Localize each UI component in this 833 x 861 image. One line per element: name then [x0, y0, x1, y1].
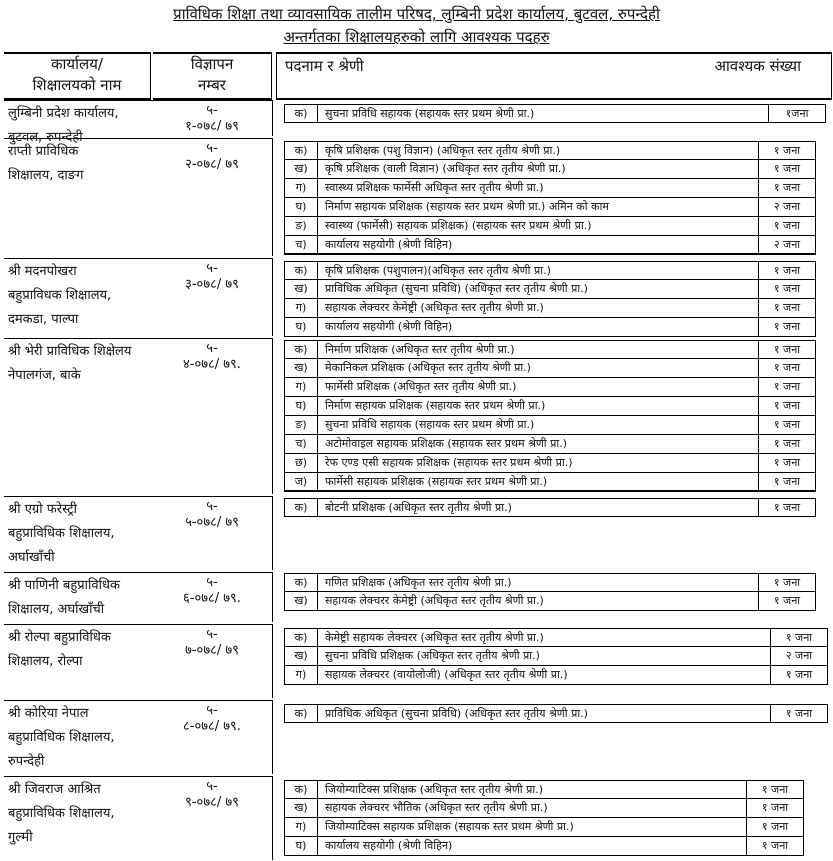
post-row — [284, 592, 816, 611]
post-title: कार्यालय सहयोगी (श्रेणी विहिन) — [325, 320, 453, 333]
post-row — [284, 647, 828, 666]
ad-number-line: २-०७८/ ७९ — [185, 157, 239, 172]
ad-number-line: ५- — [206, 499, 218, 514]
office-name-line: गुल्मी — [8, 830, 33, 845]
post-count: २ जना — [758, 236, 815, 254]
post-title: सहायक लेक्चरर केमेष्ट्री (अधिकृत स्तर तृतीय श्रेणी प्रा.) — [325, 301, 544, 314]
office-name — [8, 260, 152, 332]
column-divider — [272, 624, 273, 698]
post-title: सुचना प्रविधि प्रशिक्षक (अधिकृत स्तर तृतीय श्रेणी प्रा.) — [325, 649, 540, 662]
post-letter: ख) — [285, 647, 318, 665]
post-title: कार्यालय सहयोगी (श्रेणी विहिन) — [325, 839, 453, 852]
post-title: स्वास्थ्य (फार्मेसी) सहायक प्रशिक्षक) (सहायक स्तर प्रथम श्रेणी प्रा.) — [325, 219, 592, 232]
post-count: १ जना — [758, 318, 815, 336]
office-name — [8, 702, 152, 774]
post-row — [284, 666, 828, 685]
post-title: निर्माण प्रशिक्षक (अधिकृत स्तर तृतीय श्रेणी प्रा.) — [325, 343, 515, 356]
post-letter: घ) — [285, 318, 318, 336]
post-count: १ जना — [758, 574, 815, 592]
post-count: १ जना — [758, 473, 815, 491]
post-count: १ जना — [770, 629, 827, 647]
page-title-line2: अन्तर्गतका शिक्षालयहरुको लागि आवश्यक पदहरु — [283, 28, 550, 46]
office-name-line: बहुप्राविधिक शिक्षालय, — [8, 526, 115, 541]
office-name — [8, 140, 152, 188]
office-name — [8, 498, 152, 570]
office-name-line: अर्घाखाँची — [8, 550, 55, 565]
post-count: १जना — [768, 105, 825, 123]
post-title: निर्माण सहायक प्रशिक्षक (सहायक स्तर प्रथम श्रेणी प्रा.) — [325, 399, 546, 412]
header-ad-number — [153, 52, 272, 100]
post-letter: ख) — [285, 799, 318, 817]
office-name-line: श्री कोरिया नेपाल — [8, 706, 89, 721]
office-name-line: नेपालगंज, बाके — [8, 368, 81, 383]
office-name-line: शिक्षालय, दाङग — [8, 168, 84, 183]
ad-number-line: ५- — [206, 261, 218, 276]
post-row — [284, 573, 816, 592]
office-name-line: बहुप्राविधिक शिक्षालय, — [8, 806, 115, 821]
post-letter: छ) — [285, 454, 318, 472]
header-ad-line2: नम्बर — [198, 76, 226, 94]
post-letter: ज) — [285, 473, 318, 491]
post-title: मेकानिकल प्रशिक्षक (अधिकृत स्तर तृतीय श्रेणी प्रा.) — [325, 361, 531, 374]
column-divider — [272, 572, 273, 622]
post-letter: घ) — [285, 198, 318, 216]
header-post-label: पदनाम र श्रेणी — [285, 57, 364, 75]
office-name-line: लुम्बिनी प्रदेश कार्यालय, — [8, 106, 119, 121]
post-row — [284, 299, 816, 318]
post-letter: ग) — [285, 179, 318, 197]
ad-number-line: ८-०७८/ ७९. — [183, 719, 241, 734]
column-divider — [272, 100, 273, 136]
post-count: १ जना — [758, 454, 815, 472]
post-title: फार्मेसी सहायक प्रशिक्षक (सहायक स्तर प्रथम श्रेणी प्रा.) — [325, 475, 548, 488]
post-row — [284, 280, 816, 299]
post-row — [284, 261, 816, 280]
group-divider — [4, 776, 272, 777]
post-row — [284, 359, 816, 378]
post-letter: च) — [285, 435, 318, 453]
post-title: सुचना प्रविधि सहायक (सहायक स्तर प्रथम श्रेणी प्रा.) — [325, 107, 535, 120]
post-row — [284, 217, 816, 236]
post-count: १ जना — [758, 592, 815, 610]
post-title: सहायक लेक्चरर भौतिक (अधिकृत स्तर तृतीय श्रेणी प्रा.) — [325, 801, 548, 814]
post-count: १ जना — [746, 781, 803, 799]
post-title: अटोमोवाइल सहायक प्रशिक्षक (सहायक स्तर प्रथम श्रेणी प्रा.) — [325, 437, 568, 450]
office-name-line: श्री मदनपोखरा — [8, 264, 77, 279]
post-row — [284, 780, 804, 799]
header-office-line1: कार्यालय/ — [51, 55, 103, 73]
post-row — [284, 160, 816, 179]
office-name-line: शिक्षालय, रोल्पा — [8, 654, 83, 669]
group-divider — [4, 496, 272, 497]
group-divider — [4, 338, 272, 339]
ad-number-line: ३-०७८/ ७९ — [185, 277, 239, 292]
post-letter: ङ) — [285, 416, 318, 434]
post-count: १ जना — [758, 217, 815, 235]
group-divider — [4, 258, 272, 259]
post-count: १ जना — [758, 299, 815, 317]
post-count: १ जना — [758, 397, 815, 415]
post-letter: क) — [285, 705, 318, 723]
post-row — [284, 198, 816, 217]
group-divider — [4, 138, 272, 139]
post-title: प्राविधिक अधिकृत (सुचना प्रविधि) (अधिकृत स्तर तृतीय श्रेणी प्रा.) — [325, 282, 588, 295]
post-list — [284, 780, 804, 856]
ad-number — [153, 575, 271, 607]
post-title: कृषि प्रशिक्षक (पशुपालन)(अधिकृत स्तर तृतीय श्रेणी प्रा.) — [325, 264, 551, 277]
group-divider — [4, 624, 272, 625]
post-count: १ जना — [746, 818, 803, 836]
post-letter: क) — [285, 262, 318, 280]
post-row — [284, 473, 816, 492]
post-count: १ जना — [758, 359, 815, 377]
post-letter: ख) — [285, 160, 318, 178]
office-name — [8, 626, 152, 674]
post-list — [284, 104, 826, 123]
office-name — [8, 778, 152, 850]
ad-number — [153, 261, 271, 293]
post-letter: क) — [285, 499, 318, 517]
post-row — [284, 179, 816, 198]
ad-number — [153, 499, 271, 531]
post-title: सहायक लेक्चरर केमेष्ट्री (अधिकृत स्तर तृतीय श्रेणी प्रा.) — [325, 594, 544, 607]
ad-number-line: ५- — [206, 141, 218, 156]
post-count: १ जना — [758, 435, 815, 453]
office-name-line: बहुप्राविधिक शिक्षालय, — [8, 730, 115, 745]
post-count: १ जना — [770, 705, 827, 723]
ad-number-line: ५- — [206, 627, 218, 642]
ad-number — [153, 779, 271, 811]
post-list — [284, 628, 828, 685]
office-name-line: श्री जिवराज आश्रित — [8, 782, 101, 797]
column-divider — [272, 138, 273, 256]
post-count: २ जना — [770, 647, 827, 665]
post-title: कृषि प्रशिक्षक (पशु विज्ञान) (अधिकृत स्तर तृतीय श्रेणी प्रा.) — [325, 144, 561, 157]
post-letter: ग) — [285, 299, 318, 317]
post-count: १ जना — [758, 262, 815, 280]
post-letter: क) — [285, 142, 318, 160]
post-row — [284, 435, 816, 454]
post-list — [284, 704, 828, 723]
post-title: रेफ एण्ड एसी सहायक प्रशिक्षक (सहायक स्तर प्रथम श्रेणी प्रा.) — [325, 456, 573, 469]
post-title: गणित प्रशिक्षक (अधिकृत स्तर तृतीय श्रेणी प्रा.) — [325, 576, 512, 589]
post-count: १ जना — [746, 799, 803, 817]
post-row — [284, 340, 816, 359]
post-count: १ जना — [758, 378, 815, 396]
post-list — [284, 141, 816, 255]
ad-number — [153, 627, 271, 659]
post-letter: ग) — [285, 378, 318, 396]
post-row — [284, 378, 816, 397]
office-name-line: शिक्षालय, अर्घाखाँची — [8, 602, 105, 617]
ad-number — [153, 141, 271, 173]
post-count: १ जना — [758, 280, 815, 298]
post-letter: क) — [285, 574, 318, 592]
post-row — [284, 837, 804, 856]
ad-number-line: १-०७८/ ७९ — [185, 119, 239, 134]
office-name — [8, 574, 152, 622]
post-title: स्वास्थ्य प्रशिक्षक फार्मेसी अधिकृत स्तर तृतीय श्रेणी प्रा.) — [325, 181, 544, 194]
post-count: १ जना — [758, 341, 815, 359]
ad-number-line: ५-०७८/ ७९ — [185, 515, 239, 530]
group-divider — [4, 100, 272, 101]
ad-number-line: ५- — [206, 341, 218, 356]
post-letter: क) — [285, 341, 318, 359]
header-ad-line1: विज्ञापन — [190, 55, 234, 73]
post-title: कृषि प्रशिक्षक (वाली विज्ञान) (अधिकृत स्तर तृतीय श्रेणी प्रा.) — [325, 162, 566, 175]
post-title: केमेष्ट्री सहायक लेक्चरर (अधिकृत स्तर तृतीय श्रेणी प्रा.) — [325, 631, 544, 644]
post-letter: ख) — [285, 592, 318, 610]
post-count: १ जना — [758, 142, 815, 160]
post-letter: ख) — [285, 280, 318, 298]
post-list — [284, 498, 816, 517]
post-letter: घ) — [285, 837, 318, 855]
office-name-line: श्री भेरी प्राविधिक शिक्षेलय — [8, 344, 132, 359]
group-divider — [4, 700, 272, 701]
office-name-line: दमकडा, पाल्पा — [8, 312, 79, 327]
post-count: १ जना — [770, 666, 827, 684]
ad-number — [153, 103, 271, 135]
ad-number-line: ९-०७८/ ७९ — [185, 795, 239, 810]
office-name-line: श्री रोल्पा बहुप्राविधिक — [8, 630, 111, 645]
office-name-line: श्री एग्रो फरेस्ट्री — [8, 502, 78, 517]
column-divider — [272, 496, 273, 570]
header-office-line2: शिक्षालयको नाम — [32, 76, 122, 94]
office-name — [8, 340, 152, 388]
office-name-line: बहुप्राविधक शिक्षालय, — [8, 288, 112, 303]
post-row — [284, 416, 816, 435]
page-title-line1: प्राविधिक शिक्षा तथा व्यावसायिक तालीम परिषद, लुम्बिनी प्रदेश कार्यालय, बुटवल, रुपन्देही — [173, 5, 660, 23]
ad-number-line: ६-०७८/ ७९. — [183, 591, 241, 606]
post-list — [284, 261, 816, 337]
post-letter: क) — [285, 781, 318, 799]
post-row — [284, 799, 804, 818]
column-divider — [272, 338, 273, 494]
post-row — [284, 318, 816, 337]
post-title: सहायक लेक्चरर (वायोलोजी) (अधिकृत स्तर तृतीय श्रेणी प्रा.) — [325, 668, 568, 681]
post-row — [284, 454, 816, 473]
column-divider — [272, 258, 273, 336]
office-name-line: श्री पाणिनी बहुप्राविधिक — [8, 578, 120, 593]
ad-number-line: ७-०७८/ ७९ — [185, 643, 239, 658]
office-name-line: राप्ती प्राविधिक — [8, 144, 79, 159]
post-count: १ जना — [746, 837, 803, 855]
post-row — [284, 818, 804, 837]
ad-number — [153, 703, 271, 735]
post-letter: घ) — [285, 397, 318, 415]
office-name-line: रुपन्देही — [8, 754, 45, 769]
post-title: कार्यालय सहयोगी (श्रेणी विहिन) — [325, 238, 453, 251]
ad-number-line: ४-०७८/ ७९. — [183, 357, 241, 372]
post-count: १ जना — [758, 499, 815, 517]
post-count: १ जना — [758, 160, 815, 178]
post-title: निर्माण सहायक प्रशिक्षक (सहायक स्तर प्रथम श्रेणी प्रा.) अमिन को काम — [325, 200, 609, 213]
ad-number — [153, 341, 271, 373]
column-divider — [272, 700, 273, 774]
post-count: २ जना — [758, 198, 815, 216]
post-letter: ख) — [285, 359, 318, 377]
ad-number-line: ५- — [206, 779, 218, 794]
ad-number-line: ५- — [206, 575, 218, 590]
post-letter: ग) — [285, 666, 318, 684]
post-title: जियोम्याटिक्स प्रशिक्षक (अधिकृत स्तर तृतीय श्रेणी प्रा.) — [325, 783, 544, 796]
post-list — [284, 573, 816, 611]
post-row — [284, 104, 826, 123]
post-title: फार्मेसी प्रशिक्षक (अधिकृत स्तर तृतीय श्रेणी प्रा.) — [325, 380, 517, 393]
header-post — [276, 52, 832, 100]
office-name-line: बुटवल, रुपन्देही — [8, 130, 83, 145]
post-title: बोटनी प्रशिक्षक (अधिकृत स्तर तृतीय श्रेणी प्रा.) — [325, 501, 512, 514]
column-divider — [272, 776, 273, 860]
post-row — [284, 397, 816, 416]
ad-number-line: ५- — [206, 103, 218, 118]
post-letter: क) — [285, 105, 318, 123]
post-letter: ग) — [285, 818, 318, 836]
header-count-label: आवश्यक संख्या — [714, 57, 801, 75]
post-letter: च) — [285, 236, 318, 254]
ad-number-line: ५- — [206, 703, 218, 718]
post-row — [284, 628, 828, 647]
post-letter: क) — [285, 629, 318, 647]
post-row — [284, 236, 816, 255]
post-title: सुचना प्रविधि सहायक (सहायक स्तर प्रथम श्रेणी प्रा.) — [325, 418, 535, 431]
post-title: प्राविधिक अधिकृत (सुचना प्रविधि) (अधिकृत स्तर तृतीय श्रेणी प्रा.) — [325, 707, 588, 720]
post-count: १ जना — [758, 416, 815, 434]
group-divider — [4, 572, 272, 573]
post-row — [284, 498, 816, 517]
post-row — [284, 704, 828, 723]
header-office — [4, 52, 151, 100]
post-title: जियोम्याटिक्स सहायक प्रशिक्षक (सहायक स्तर प्रथम श्रेणी प्रा.) — [325, 820, 574, 833]
post-row — [284, 141, 816, 160]
post-letter: ङ) — [285, 217, 318, 235]
post-count: १ जना — [758, 179, 815, 197]
post-list — [284, 340, 816, 492]
